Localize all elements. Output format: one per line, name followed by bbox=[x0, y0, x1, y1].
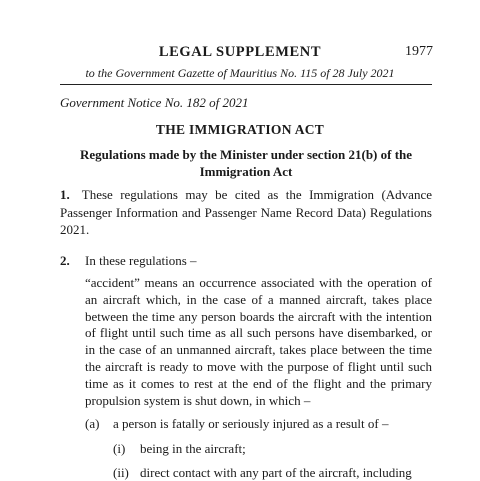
item-a-label: (a) bbox=[85, 416, 100, 431]
gazette-subtitle: to the Government Gazette of Mauritius No. 115 of 28 July 2021 bbox=[85, 66, 395, 80]
page-number: 1977 bbox=[405, 44, 433, 59]
government-notice: Government Notice No. 182 of 2021 bbox=[60, 95, 249, 110]
section-2-number: 2. bbox=[60, 253, 70, 268]
header-rule bbox=[60, 84, 432, 85]
section-1-text: These regulations may be cited as the Immigration (Advance Passenger Information and Passenger Name Record Data) Regulations 2021. bbox=[60, 187, 432, 237]
item-i-text: being in the aircraft; bbox=[140, 441, 246, 456]
section-2-text: In these regulations – bbox=[85, 253, 197, 268]
act-title: THE IMMIGRATION ACT bbox=[155, 122, 325, 137]
section-1-number: 1. bbox=[60, 187, 70, 202]
item-i-label: (i) bbox=[113, 441, 126, 456]
section-1 bbox=[60, 186, 432, 239]
item-a-text: a person is fatally or seriously injured as a result of – bbox=[113, 416, 389, 431]
item-ii-label: (ii) bbox=[113, 465, 129, 480]
item-ii-text: direct contact with any part of the aircraft, including bbox=[140, 465, 412, 480]
accident-definition: “accident” means an occurrence associated with the operation of an aircraft which, in the case of a manned aircraft, takes place between the time any person boards the aircraft with the intention of flight until such time as all such persons have disembarked, or in the case of an unmanned aircraft, takes place between the time the aircraft is ready to move with the purpose of flight until such time as it comes to rest at the end of the flight and the primary propulsion system is shut down, in which – bbox=[85, 275, 432, 408]
supplement-title: LEGAL SUPPLEMENT bbox=[158, 44, 322, 60]
regulations-title: Regulations made by the Minister under section 21(b) of the Immigration Act bbox=[79, 147, 413, 179]
